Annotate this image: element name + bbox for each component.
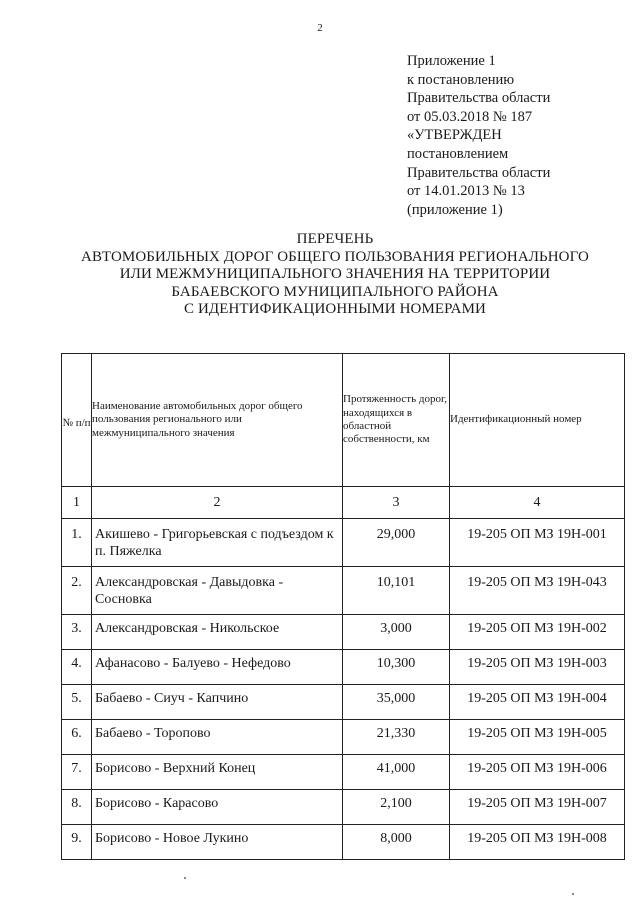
road-name: Афанасово - Балуево - Нефедово [92,650,343,685]
column-index: 1 [62,487,92,519]
title-line: БАБАЕВСКОГО МУНИЦИПАЛЬНОГО РАЙОНА [171,283,499,300]
title-line: ПЕРЕЧЕНЬ [296,231,374,247]
road-name: Александровская - Давыдовка - Сосновка [92,567,343,615]
road-name: Александровская - Никольское [92,615,343,650]
scan-speck [572,893,574,895]
road-id: 19-205 ОП МЗ 19Н-005 [450,720,625,755]
road-id: 19-205 ОП МЗ 19Н-001 [450,519,625,567]
appendix-line: от 05.03.2018 № 187 [407,108,533,125]
header-name: Наименование автомобильных дорог общего пользования регионального или межмуниципального значения [92,354,343,487]
row-num: 7. [62,755,92,790]
table-row [62,567,625,615]
road-name: Борисово - Верхний Конец [92,755,343,790]
appendix-line: к постановлению [407,71,515,88]
road-name: Бабаево - Сиуч - Капчино [92,685,343,720]
row-num: 8. [62,790,92,825]
table-row [62,720,625,755]
roads-table [61,353,625,860]
road-length: 41,000 [343,755,450,790]
row-num: 6. [62,720,92,755]
road-name: Акишево - Григорьевская с подъездом к п. Пяжелка [92,519,343,567]
road-id: 19-205 ОП МЗ 19Н-006 [450,755,625,790]
table-row [62,790,625,825]
road-id: 19-205 ОП МЗ 19Н-002 [450,615,625,650]
table-header-row [62,354,625,487]
title-line: ИЛИ МЕЖМУНИЦИПАЛЬНОГО ЗНАЧЕНИЯ НА ТЕРРИТОРИИ [119,266,551,283]
document-title [40,231,630,319]
table-row [62,685,625,720]
row-num: 2. [62,567,92,615]
column-index-row [62,487,625,519]
row-num: 3. [62,615,92,650]
appendix-line: Правительства области [407,164,551,181]
road-name: Борисово - Новое Лукино [92,825,343,860]
road-id: 19-205 ОП МЗ 19Н-004 [450,685,625,720]
road-id: 19-205 ОП МЗ 19Н-008 [450,825,625,860]
row-num: 4. [62,650,92,685]
table-row [62,650,625,685]
road-id: 19-205 ОП МЗ 19Н-003 [450,650,625,685]
road-length: 10,101 [343,567,450,615]
column-index: 3 [343,487,450,519]
row-num: 1. [62,519,92,567]
header-id: Идентификационный номер [450,354,625,487]
road-id: 19-205 ОП МЗ 19Н-043 [450,567,625,615]
column-index: 4 [450,487,625,519]
appendix-block [407,52,550,219]
table-row [62,615,625,650]
road-length: 21,330 [343,720,450,755]
appendix-line: постановлением [407,145,509,162]
road-length: 29,000 [343,519,450,567]
scan-speck [184,877,186,879]
header-num: № п/п [62,354,92,487]
road-name: Бабаево - Торопово [92,720,343,755]
road-length: 35,000 [343,685,450,720]
column-index: 2 [92,487,343,519]
table-row [62,755,625,790]
road-name: Борисово - Карасово [92,790,343,825]
row-num: 5. [62,685,92,720]
road-length: 8,000 [343,825,450,860]
appendix-line: Правительства области [407,90,551,107]
title-line: АВТОМОБИЛЬНЫХ ДОРОГ ОБЩЕГО ПОЛЬЗОВАНИЯ РЕГИОНАЛЬНОГО [81,248,589,265]
road-length: 3,000 [343,615,450,650]
appendix-line: Приложение 1 [407,53,496,69]
header-length: Протяженность дорог, находящихся в областной собственности, км [343,354,450,487]
page-number: 2 [317,22,323,34]
road-length: 10,300 [343,650,450,685]
title-line: С ИДЕНТИФИКАЦИОННЫМИ НОМЕРАМИ [184,301,486,318]
table-row [62,519,625,567]
appendix-line: «УТВЕРЖДЕН [407,127,502,144]
table-row [62,825,625,860]
appendix-line: от 14.01.2013 № 13 [407,183,525,200]
road-id: 19-205 ОП МЗ 19Н-007 [450,790,625,825]
appendix-line: (приложение 1) [407,201,503,218]
row-num: 9. [62,825,92,860]
road-length: 2,100 [343,790,450,825]
